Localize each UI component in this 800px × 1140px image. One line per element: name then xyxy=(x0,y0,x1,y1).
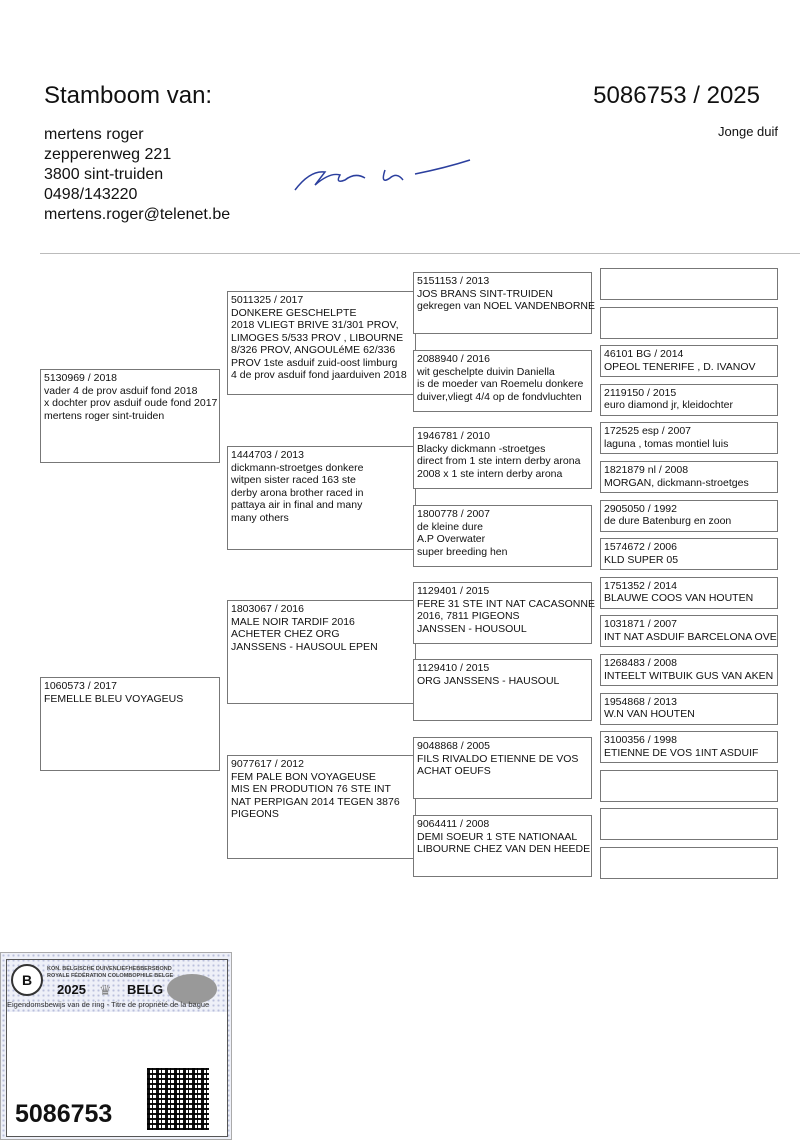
great-great-grandparent-box xyxy=(600,731,778,763)
great-great-grandparent-box xyxy=(600,422,778,454)
pedigree-note: ETIENNE DE VOS 1INT ASDUIF xyxy=(604,746,759,759)
pedigree-note: euro diamond jr, kleidochter xyxy=(604,399,733,412)
ring-id: 1574672 / 2006 xyxy=(604,541,677,554)
pedigree-note: LIBOURNE CHEZ VAN DEN HEEDE xyxy=(417,843,591,855)
ring-id: 1946781 / 2010 xyxy=(417,430,490,442)
owner-city: 3800 sint-truiden xyxy=(44,166,164,183)
pedigree-note: KLD SUPER 05 xyxy=(604,553,679,566)
great-grandparent-box xyxy=(413,659,592,721)
ring-id: 5130969 / 2018 xyxy=(44,372,117,384)
ring-id: 172525 esp / 2007 xyxy=(604,425,691,438)
pedigree-note: FERE 31 STE INT NAT CACASONNE xyxy=(417,597,595,610)
great-grandparent-box xyxy=(413,350,592,412)
pedigree-note: witpen sister raced 163 ste xyxy=(231,474,356,486)
pedigree-note: W.N VAN HOUTEN xyxy=(604,708,695,721)
ring-id: 1031871 / 2007 xyxy=(604,618,677,631)
pedigree-note: ACHETER CHEZ ORG xyxy=(231,628,340,640)
ring-id: 1129410 / 2015 xyxy=(417,662,490,674)
great-grandparent-box xyxy=(413,737,592,799)
pedigree-note: 2016, 7811 PIGEONS xyxy=(417,610,520,622)
pedigree-note: laguna , tomas montiel luis xyxy=(604,437,729,450)
category-label: Jonge duif xyxy=(718,124,778,139)
federation-name: KON. BELGISCHE DUIVENLIEFHEBBERSBOND ROYALE FÉDÉRATION COLOMBOPHILE BELGE xyxy=(47,966,174,979)
pedigree-note: mertens roger sint-truiden xyxy=(44,409,165,422)
ring-id: 5151153 / 2013 xyxy=(417,275,490,287)
ring-id: 1444703 / 2013 xyxy=(231,449,304,461)
great-great-grandparent-box xyxy=(600,461,778,493)
owner-email: mertens.roger@telenet.be xyxy=(44,206,231,223)
great-great-grandparent-box xyxy=(600,577,778,609)
grandparent-box xyxy=(227,291,416,395)
great-great-grandparent-box xyxy=(600,770,778,802)
pedigree-note: pattaya air in final and many xyxy=(231,499,363,511)
great-great-grandparent-box xyxy=(600,345,778,377)
great-grandparent-box xyxy=(413,815,592,877)
great-great-grandparent-box xyxy=(600,538,778,570)
ring-country: BELG xyxy=(127,982,164,997)
ring-id: 1800778 / 2007 xyxy=(417,508,490,520)
ring-id: 1751352 / 2014 xyxy=(604,579,677,592)
pedigree-note: x dochter prov asduif oude fond 2017 xyxy=(44,397,218,409)
pedigree-note: direct from 1 ste intern derby arona xyxy=(417,455,581,467)
pedigree-note: INTEELT WITBUIK GUS VAN AKEN xyxy=(604,669,774,682)
grandparent-box xyxy=(227,755,416,859)
pedigree-note: MIS EN PRODUTION 76 STE INT xyxy=(231,783,391,795)
pedigree-note: de dure Batenburg en zoon xyxy=(604,515,732,528)
pedigree-note: super breeding hen xyxy=(417,545,508,558)
ring-year: 2025 xyxy=(57,982,86,997)
ring-id: 2119150 / 2015 xyxy=(604,386,677,399)
pedigree-note: 8/326 PROV, ANGOULéME 62/336 xyxy=(231,344,396,356)
ring-id: 1803067 / 2016 xyxy=(231,603,304,615)
great-great-grandparent-box xyxy=(600,847,778,879)
parent-box xyxy=(40,369,220,463)
ring-id: 9048868 / 2005 xyxy=(417,740,490,752)
grandparent-box xyxy=(227,446,416,550)
federation-logo: B xyxy=(11,964,43,996)
great-great-grandparent-box xyxy=(600,654,778,686)
ring-id: 9064411 / 2008 xyxy=(417,818,490,830)
signature xyxy=(285,150,475,200)
pedigree-note: derby arona brother raced in xyxy=(231,486,364,499)
pedigree-note: INT NAT ASDUIF BARCELONA OVE xyxy=(604,630,777,643)
pedigree-note: 2018 VLIEGT BRIVE 31/301 PROV, xyxy=(231,319,399,331)
owner-phone: 0498/143220 xyxy=(44,186,138,203)
divider xyxy=(40,253,800,254)
grandparent-box xyxy=(227,600,416,704)
owner-block xyxy=(44,125,230,225)
pedigree-note: dickmann-stroetges donkere xyxy=(231,461,364,474)
owner-street: zepperenweg 221 xyxy=(44,146,172,163)
pedigree-note: NAT PERPIGAN 2014 TEGEN 3876 xyxy=(231,795,400,808)
great-great-grandparent-box xyxy=(600,693,778,725)
pedigree-note: MORGAN, dickmann-stroetges xyxy=(604,476,749,489)
pedigree-note: FILS RIVALDO ETIENNE DE VOS xyxy=(417,752,579,765)
pedigree-note: ORG JANSSENS - HAUSOUL xyxy=(417,674,560,687)
ring-id: 1821879 nl / 2008 xyxy=(604,464,689,476)
ownership-label: Eigendomsbewijs van de ring - Titre de propriété de la bague xyxy=(7,1000,210,1009)
great-great-grandparent-box xyxy=(600,500,778,532)
pedigree-note: JOS BRANS SINT-TRUIDEN xyxy=(417,287,553,300)
pedigree-note: is de moeder van Roemelu donkere xyxy=(417,378,584,390)
crown-icon: ♛ xyxy=(99,982,112,998)
pedigree-note: BLAUWE COOS VAN HOUTEN xyxy=(604,592,754,605)
parent-box xyxy=(40,677,220,771)
pedigree-note: OPEOL TENERIFE , D. IVANOV xyxy=(604,360,756,373)
owner-name: mertens roger xyxy=(44,126,144,143)
ring-id: 5011325 / 2017 xyxy=(231,294,304,306)
pedigree-note: DEMI SOEUR 1 STE NATIONAAL xyxy=(417,830,578,843)
ring-ownership-card xyxy=(0,952,232,1140)
pedigree-note: FEMELLE BLEU VOYAGEUS xyxy=(44,692,184,705)
page-title: Stamboom van: xyxy=(44,82,213,109)
ring-id: 1129401 / 2015 xyxy=(417,585,490,597)
pedigree-note: de kleine dure xyxy=(417,520,483,533)
ring-id: 2088940 / 2016 xyxy=(417,353,490,365)
great-grandparent-box xyxy=(413,505,592,567)
pedigree-note: vader 4 de prov asduif fond 2018 xyxy=(44,384,198,397)
qr-code xyxy=(147,1068,209,1130)
ring-id: 2905050 / 1992 xyxy=(604,502,677,515)
ring-id: 3100356 / 1998 xyxy=(604,734,677,747)
pedigree-note: PROV 1ste asduif zuid-oost limburg xyxy=(231,356,398,369)
great-grandparent-box xyxy=(413,272,595,334)
great-grandparent-box xyxy=(413,427,592,489)
great-great-grandparent-box xyxy=(600,307,778,339)
great-great-grandparent-box xyxy=(600,615,778,647)
great-great-grandparent-box xyxy=(600,268,778,300)
pedigree-note: ACHAT OEUFS xyxy=(417,765,491,777)
pedigree-note: 4 de prov asduif fond jaarduiven 2018 xyxy=(231,369,407,381)
pedigree-note: 2008 x 1 ste intern derby arona xyxy=(417,467,563,480)
great-grandparent-box xyxy=(413,582,595,644)
ring-id: 1060573 / 2017 xyxy=(44,680,117,692)
pedigree-note: LIMOGES 5/533 PROV , LIBOURNE xyxy=(231,331,404,344)
ring-id: 46101 BG / 2014 xyxy=(604,348,684,361)
ring-id: 9077617 / 2012 xyxy=(231,758,304,770)
great-great-grandparent-box xyxy=(600,384,778,416)
pedigree-note: JANSSEN - HOUSOUL xyxy=(417,622,527,635)
pedigree-note: many others xyxy=(231,511,289,524)
pedigree-note: gekregen van NOEL VANDENBORNE xyxy=(417,300,595,312)
pedigree-note: DONKERE GESCHELPTE xyxy=(231,306,357,319)
pedigree-note: wit geschelpte duivin Daniella xyxy=(417,365,555,378)
pedigree-note: A.P Overwater xyxy=(417,533,486,545)
pedigree-note: duiver,vliegt 4/4 op de fondvluchten xyxy=(417,390,582,403)
ring-id: 1268483 / 2008 xyxy=(604,657,677,669)
card-ring-number: 5086753 xyxy=(15,1100,113,1128)
pedigree-note: FEM PALE BON VOYAGEUSE xyxy=(231,770,376,783)
ring-id: 1954868 / 2013 xyxy=(604,695,677,708)
pedigree-note: MALE NOIR TARDIF 2016 xyxy=(231,615,355,628)
pedigree-note: PIGEONS xyxy=(231,808,279,820)
ring-number: 5086753 / 2025 xyxy=(593,82,760,109)
great-great-grandparent-box xyxy=(600,808,778,840)
pedigree-note: Blacky dickmann -stroetges xyxy=(417,442,546,455)
pedigree-note: JANSSENS - HAUSOUL EPEN xyxy=(231,640,378,653)
